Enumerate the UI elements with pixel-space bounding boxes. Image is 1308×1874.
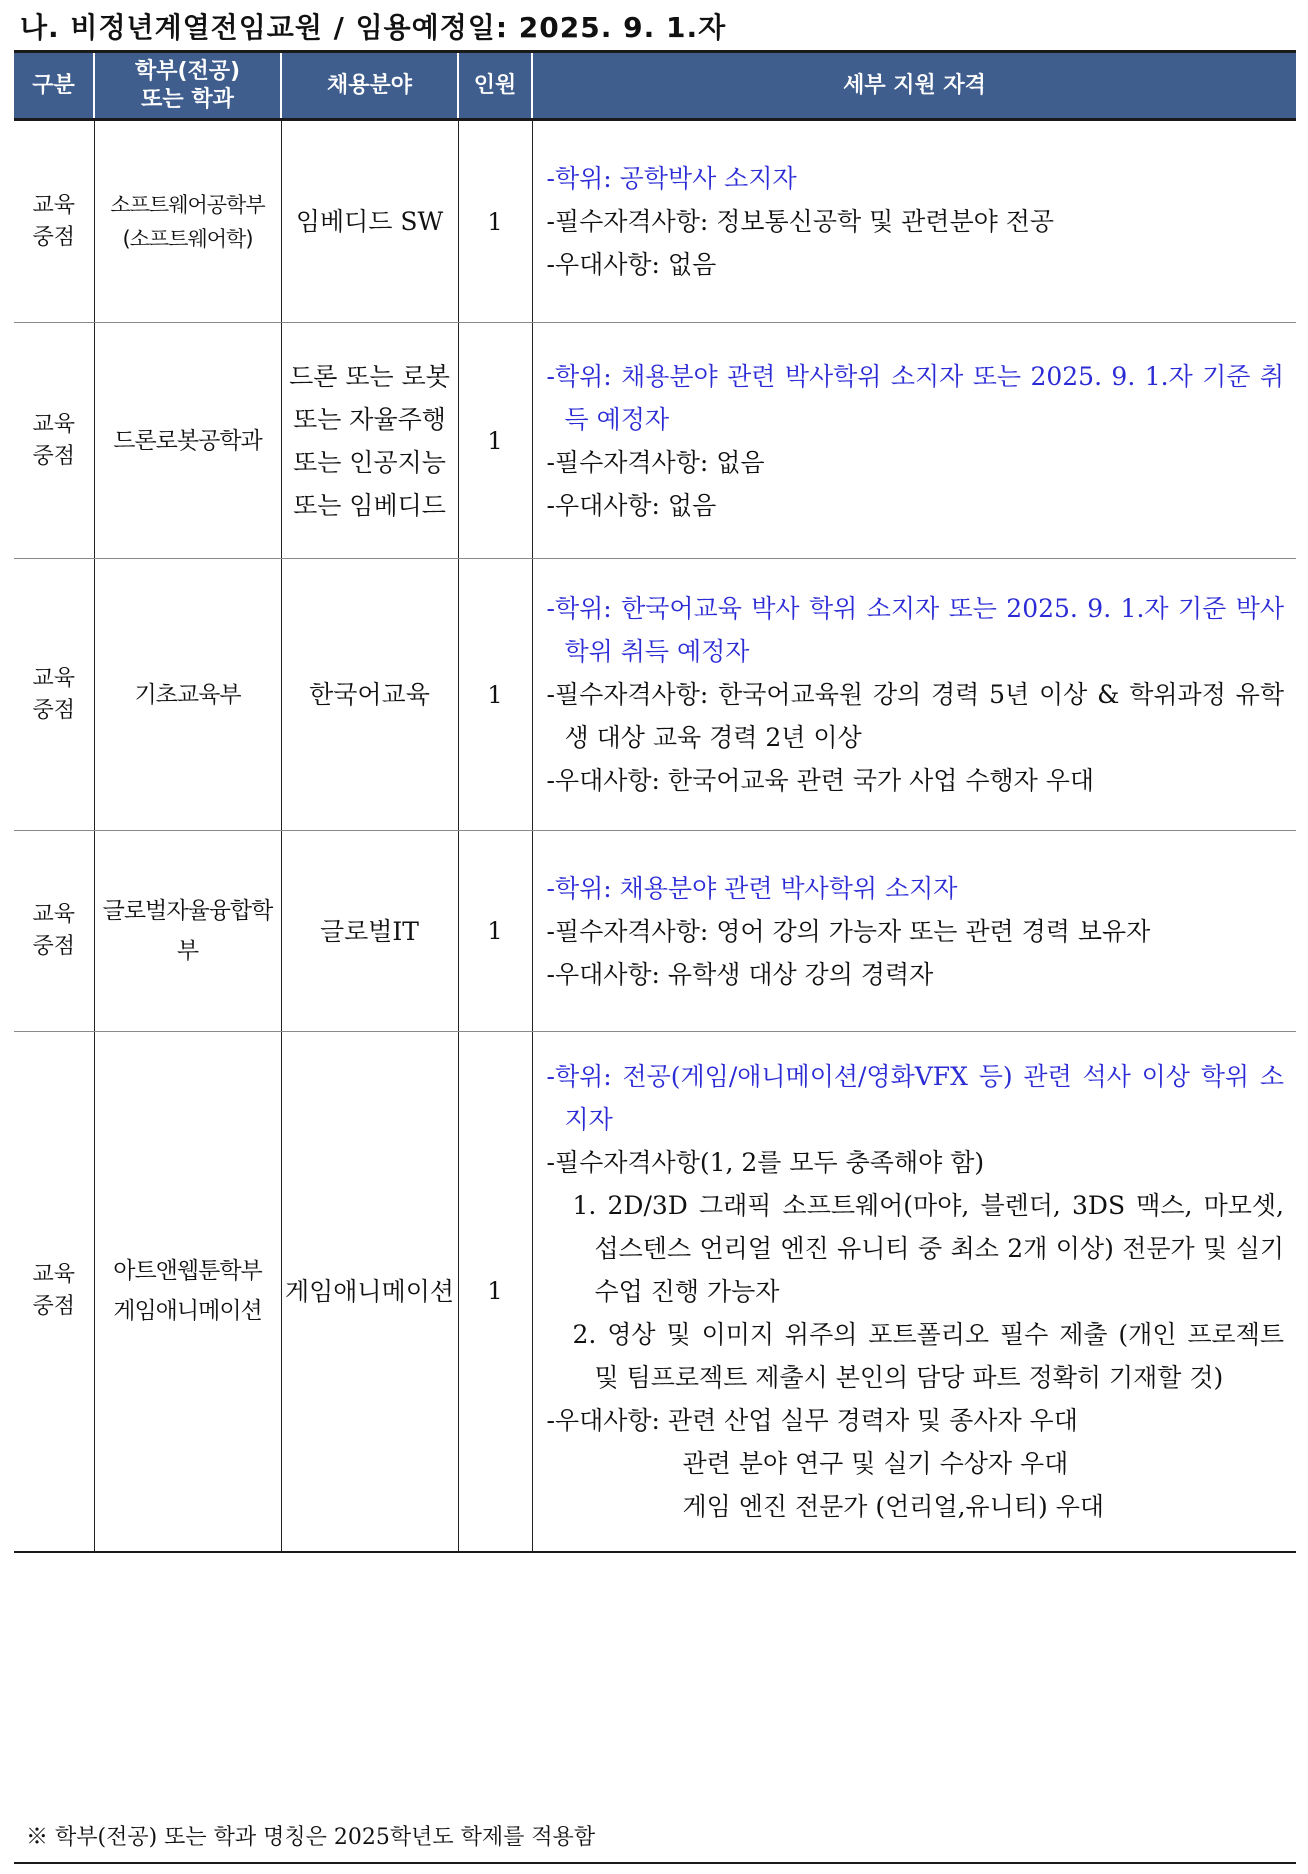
required-item: 1. 2D/3D 그래픽 소프트웨어(마야, 블렌더, 3DS 맥스, 마모셋, 섭스텐스 언리얼 엔진 유니티 중 최소 2개 이상) 전문가 및 실기 수업 진행 가능자 bbox=[572, 1190, 1284, 1306]
table-row bbox=[14, 120, 1296, 323]
preferred-qualification: -우대사항: 유학생 대상 강의 경력자 bbox=[546, 959, 934, 989]
dept-line: 글로벌자율융합학부 bbox=[102, 898, 273, 964]
count-cell: 1 bbox=[458, 323, 532, 559]
degree-requirement: -학위: 채용분야 관련 박사학위 소지자 bbox=[546, 873, 958, 903]
dept-line: (소프트웨어학) bbox=[122, 226, 253, 251]
preferred-qualification: -우대사항: 관련 산업 실무 경력자 및 종사자 우대 bbox=[546, 1405, 1078, 1435]
preferred-qualification: -우대사항: 없음 bbox=[546, 490, 717, 520]
field-line: 임베디드 SW bbox=[295, 207, 444, 236]
required-qualification: -필수자격사항: 영어 강의 가능자 또는 관련 경력 보유자 bbox=[546, 916, 1151, 946]
header-count: 인원 bbox=[458, 52, 532, 120]
category-line: 교육 bbox=[32, 411, 75, 437]
table-row bbox=[14, 1032, 1296, 1552]
bottom-rule bbox=[14, 1862, 1296, 1864]
field-cell bbox=[281, 559, 458, 831]
dept-line: 소프트웨어공학부 bbox=[110, 192, 265, 217]
preferred-qualification: -우대사항: 없음 bbox=[546, 250, 717, 279]
dept-line: 기초교육부 bbox=[134, 681, 241, 708]
degree-requirement: -학위: 한국어교육 박사 학위 소지자 또는 2025. 9. 1.자 기준 박사 학위 취득 예정자 bbox=[546, 594, 1284, 666]
required-qualification: -필수자격사항: 한국어교육원 강의 경력 5년 이상 & 학위과정 유학생 대상 교육 경력 2년 이상 bbox=[546, 680, 1284, 752]
degree-requirement: -학위: 전공(게임/애니메이션/영화VFX 등) 관련 석사 이상 학위 소지자 bbox=[546, 1061, 1284, 1134]
category-line: 중점 bbox=[32, 934, 75, 959]
recruitment-table bbox=[14, 50, 1296, 1553]
header-qualification: 세부 지원 자격 bbox=[532, 52, 1296, 120]
category-line: 중점 bbox=[32, 443, 75, 469]
count-cell: 1 bbox=[458, 1032, 532, 1552]
dept-cell bbox=[94, 559, 281, 831]
qualification-cell bbox=[532, 120, 1296, 323]
footnote: ※ 학부(전공) 또는 학과 명칭은 2025학년도 학제를 적용함 bbox=[26, 1825, 596, 1850]
category-line: 중점 bbox=[32, 697, 75, 723]
qualification-cell bbox=[532, 559, 1296, 831]
required-qualification: -필수자격사항: 없음 bbox=[546, 447, 765, 477]
category-line: 중점 bbox=[32, 224, 75, 250]
required-qualification: -필수자격사항(1, 2를 모두 충족해야 함) bbox=[546, 1147, 985, 1177]
preferred-qualification-continued: 관련 분야 연구 및 실기 수상자 우대 bbox=[682, 1448, 1069, 1478]
header-dept bbox=[94, 52, 281, 120]
dept-line: 드론로봇공학과 bbox=[113, 427, 262, 454]
field-line: 드론 또는 로봇 bbox=[289, 361, 450, 391]
field-cell bbox=[281, 1032, 458, 1552]
preferred-qualification: -우대사항: 한국어교육 관련 국가 사업 수행자 우대 bbox=[546, 766, 1095, 795]
field-line: 글로벌IT bbox=[319, 916, 419, 946]
dept-cell bbox=[94, 831, 281, 1032]
table-row bbox=[14, 831, 1296, 1032]
qualification-cell bbox=[532, 1032, 1296, 1552]
category-cell bbox=[14, 831, 94, 1032]
required-qualification: -필수자격사항: 정보통신공학 및 관련분야 전공 bbox=[546, 207, 1055, 236]
field-line: 또는 인공지능 bbox=[293, 447, 446, 477]
table-row bbox=[14, 323, 1296, 559]
table-row bbox=[14, 559, 1296, 831]
qualification-cell bbox=[532, 323, 1296, 559]
field-line: 또는 자율주행 bbox=[293, 404, 446, 434]
field-cell bbox=[281, 323, 458, 559]
count-cell: 1 bbox=[458, 831, 532, 1032]
dept-cell bbox=[94, 120, 281, 323]
count-cell: 1 bbox=[458, 559, 532, 831]
field-line: 게임애니메이션 bbox=[284, 1276, 455, 1306]
required-item: 2. 영상 및 이미지 위주의 포트폴리오 필수 제출 (개인 프로젝트 및 팀프로젝트 제출시 본인의 담당 파트 정확히 기재할 것) bbox=[572, 1319, 1284, 1392]
field-line: 또는 임베디드 bbox=[293, 490, 446, 520]
category-cell bbox=[14, 120, 94, 323]
dept-line: 게임애니메이션 bbox=[113, 1298, 262, 1325]
dept-line: 아트앤웹툰학부 bbox=[113, 1258, 262, 1285]
header-row bbox=[14, 52, 1296, 120]
count-cell: 1 bbox=[458, 120, 532, 323]
degree-requirement: -학위: 공학박사 소지자 bbox=[546, 164, 797, 193]
recruitment-table-wrapper bbox=[14, 50, 1296, 1553]
preferred-qualification-continued: 게임 엔진 전문가 (언리얼,유니티) 우대 bbox=[682, 1491, 1104, 1521]
category-cell bbox=[14, 1032, 94, 1552]
dept-cell bbox=[94, 323, 281, 559]
field-line: 한국어교육 bbox=[309, 680, 430, 709]
category-cell bbox=[14, 559, 94, 831]
dept-cell bbox=[94, 1032, 281, 1552]
page-title: 나. 비정년계열전임교원 / 임용예정일: 2025. 9. 1.자 bbox=[20, 11, 727, 44]
category-cell bbox=[14, 323, 94, 559]
qualification-cell bbox=[532, 831, 1296, 1032]
header-field: 채용분야 bbox=[281, 52, 458, 120]
degree-requirement: -학위: 채용분야 관련 박사학위 소지자 또는 2025. 9. 1.자 기준 취득 예정자 bbox=[546, 361, 1284, 434]
category-line: 교육 bbox=[32, 902, 75, 927]
header-dept-line2: 또는 학과 bbox=[141, 86, 234, 112]
field-cell bbox=[281, 120, 458, 323]
header-category: 구분 bbox=[14, 52, 94, 120]
field-cell bbox=[281, 831, 458, 1032]
category-line: 중점 bbox=[32, 1294, 75, 1320]
category-line: 교육 bbox=[32, 665, 75, 691]
category-line: 교육 bbox=[32, 1262, 75, 1288]
header-dept-line1: 학부(전공) bbox=[134, 58, 241, 84]
category-line: 교육 bbox=[32, 192, 75, 218]
